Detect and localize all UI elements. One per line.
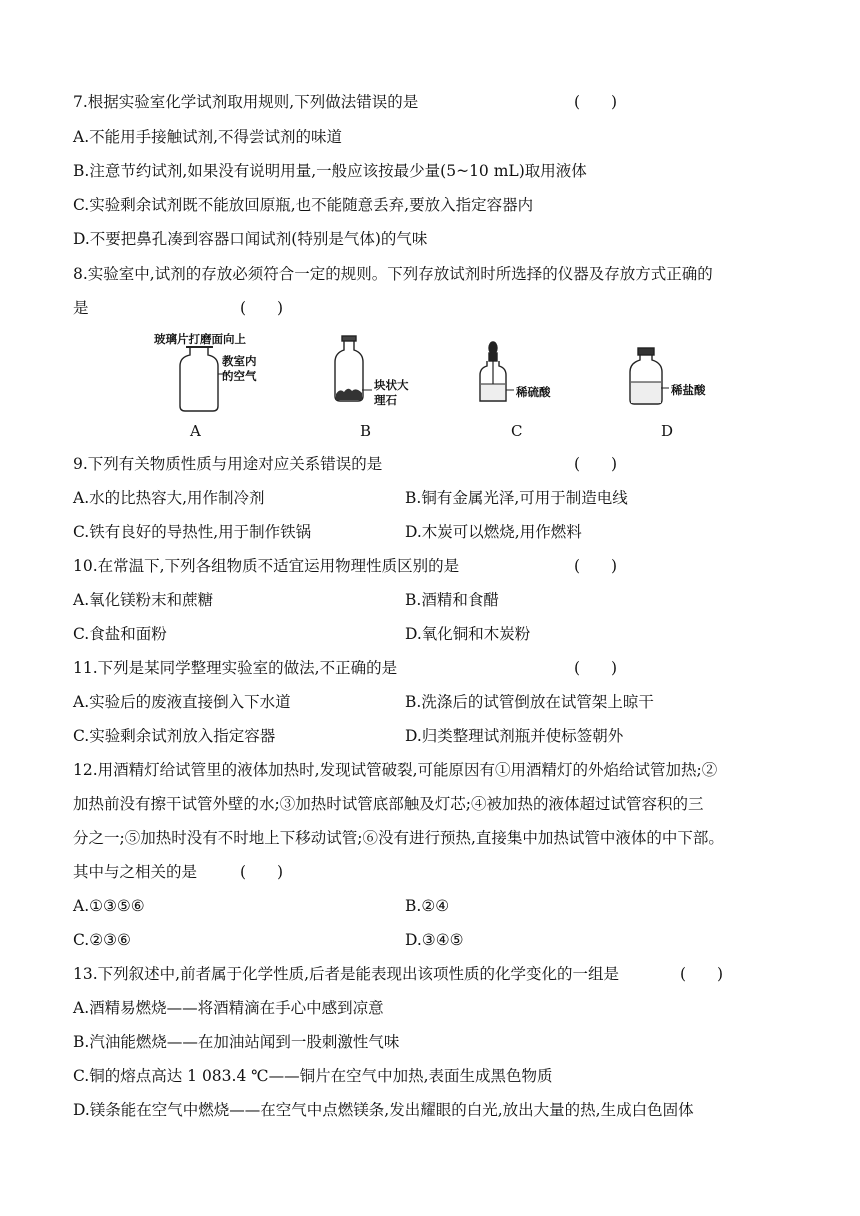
question-11-option-c: C.实验剩余试剂放入指定容器 bbox=[73, 727, 276, 745]
question-7-answer-bracket[interactable]: ( ) bbox=[574, 93, 618, 111]
question-10-stem: 10.在常温下,下列各组物质不适宜运用物理性质区别的是 bbox=[73, 557, 460, 575]
question-12-stem-line-4: 其中与之相关的是 bbox=[73, 863, 198, 881]
bottle-a-side-label-1: 教室内 bbox=[222, 354, 257, 368]
question-9-answer-bracket[interactable]: ( ) bbox=[574, 455, 618, 473]
bottle-d-icon bbox=[630, 348, 669, 404]
question-11-option-a: A.实验后的废液直接倒入下水道 bbox=[73, 693, 291, 711]
bottle-d-side-label: 稀盐酸 bbox=[671, 383, 706, 397]
question-13-answer-bracket[interactable]: ( ) bbox=[680, 965, 724, 983]
question-9-option-a: A.水的比热容大,用作制冷剂 bbox=[73, 489, 265, 507]
question-10-option-d: D.氧化铜和木炭粉 bbox=[405, 625, 531, 643]
question-9-option-d: D.木炭可以燃烧,用作燃料 bbox=[405, 523, 582, 541]
question-12-stem-line-3: 分之一;⑤加热时没有不时地上下移动试管;⑥没有进行预热,直接集中加热试管中液体的中下部。 bbox=[73, 829, 724, 847]
question-10-option-b: B.酒精和食醋 bbox=[405, 591, 499, 609]
question-12-answer-bracket[interactable]: ( ) bbox=[240, 863, 284, 881]
question-12-stem-line-2: 加热前没有擦干试管外壁的水;③加热时试管底部触及灯芯;④被加热的液体超过试管容积的三 bbox=[73, 795, 704, 813]
question-8-answer-bracket[interactable]: ( ) bbox=[240, 299, 284, 317]
bottle-b-side-label-1: 块状大 bbox=[374, 378, 409, 392]
question-13-option-d: D.镁条能在空气中燃烧——在空气中点燃镁条,发出耀眼的白光,放出大量的热,生成白色固体 bbox=[73, 1101, 694, 1119]
question-13-option-b: B.汽油能燃烧——在加油站闻到一股刺激性气味 bbox=[73, 1033, 400, 1051]
question-9-option-b: B.铜有金属光泽,可用于制造电线 bbox=[405, 489, 628, 507]
question-11-stem: 11.下列是某同学整理实验室的做法,不正确的是 bbox=[73, 659, 398, 677]
choice-b-label: B bbox=[360, 422, 372, 440]
question-10-option-a: A.氧化镁粉末和蔗糖 bbox=[73, 591, 214, 609]
question-7-option-b: B.注意节约试剂,如果没有说明用量,一般应该按最少量(5~10 mL)取用液体 bbox=[73, 162, 587, 180]
bottle-c-side-label: 稀硫酸 bbox=[516, 385, 551, 399]
dropper-bottle-c-icon bbox=[480, 342, 514, 401]
bottle-a-top-label: 玻璃片打磨面向上 bbox=[154, 332, 246, 346]
question-11-option-b: B.洗涤后的试管倒放在试管架上晾干 bbox=[405, 693, 654, 711]
question-12-option-a: A.①③⑤⑥ bbox=[73, 897, 145, 915]
question-7-option-d: D.不要把鼻孔凑到容器口闻试剂(特别是气体)的气味 bbox=[73, 230, 428, 248]
question-8-stem-line-1: 8.实验室中,试剂的存放必须符合一定的规则。下列存放试剂时所选择的仪器及存放方式正确的 bbox=[73, 265, 713, 283]
question-8-stem-line-2: 是 bbox=[73, 299, 89, 317]
question-7-option-a: A.不能用手接触试剂,不得尝试剂的味道 bbox=[73, 128, 343, 146]
question-8-figure bbox=[0, 328, 860, 446]
question-7-option-c: C.实验剩余试剂既不能放回原瓶,也不能随意丢弃,要放入指定容器内 bbox=[73, 196, 534, 214]
reagent-bottles-diagram bbox=[0, 328, 860, 446]
bottle-a-side-label-2: 的空气 bbox=[222, 369, 257, 383]
question-9-option-c: C.铁有良好的导热性,用于制作铁锅 bbox=[73, 523, 312, 541]
question-13-option-a: A.酒精易燃烧——将酒精滴在手心中感到凉意 bbox=[73, 999, 384, 1017]
choice-d-label: D bbox=[661, 422, 674, 440]
question-9-stem: 9.下列有关物质性质与用途对应关系错误的是 bbox=[73, 455, 383, 473]
choice-a-label: A bbox=[190, 422, 201, 440]
question-10-option-c: C.食盐和面粉 bbox=[73, 625, 167, 643]
bottle-b-side-label-2: 理石 bbox=[374, 393, 397, 407]
question-12-stem-line-1: 12.用酒精灯给试管里的液体加热时,发现试管破裂,可能原因有①用酒精灯的外焰给试管加热;② bbox=[73, 761, 718, 779]
question-13-stem: 13.下列叙述中,前者属于化学性质,后者是能表现出该项性质的化学变化的一组是 bbox=[73, 965, 620, 983]
question-12-option-c: C.②③⑥ bbox=[73, 931, 131, 949]
choice-c-label: C bbox=[511, 422, 523, 440]
question-13-option-c: C.铜的熔点高达 1 083.4 ℃——铜片在空气中加热,表面生成黑色物质 bbox=[73, 1067, 553, 1085]
question-11-option-d: D.归类整理试剂瓶并使标签朝外 bbox=[405, 727, 624, 745]
bottle-b-icon bbox=[335, 336, 372, 401]
question-12-option-d: D.③④⑤ bbox=[405, 931, 464, 949]
question-11-answer-bracket[interactable]: ( ) bbox=[574, 659, 618, 677]
question-10-answer-bracket[interactable]: ( ) bbox=[574, 557, 618, 575]
question-12-option-b: B.②④ bbox=[405, 897, 450, 915]
bottle-a-icon bbox=[180, 347, 226, 411]
question-7-stem: 7.根据实验室化学试剂取用规则,下列做法错误的是 bbox=[73, 93, 419, 111]
